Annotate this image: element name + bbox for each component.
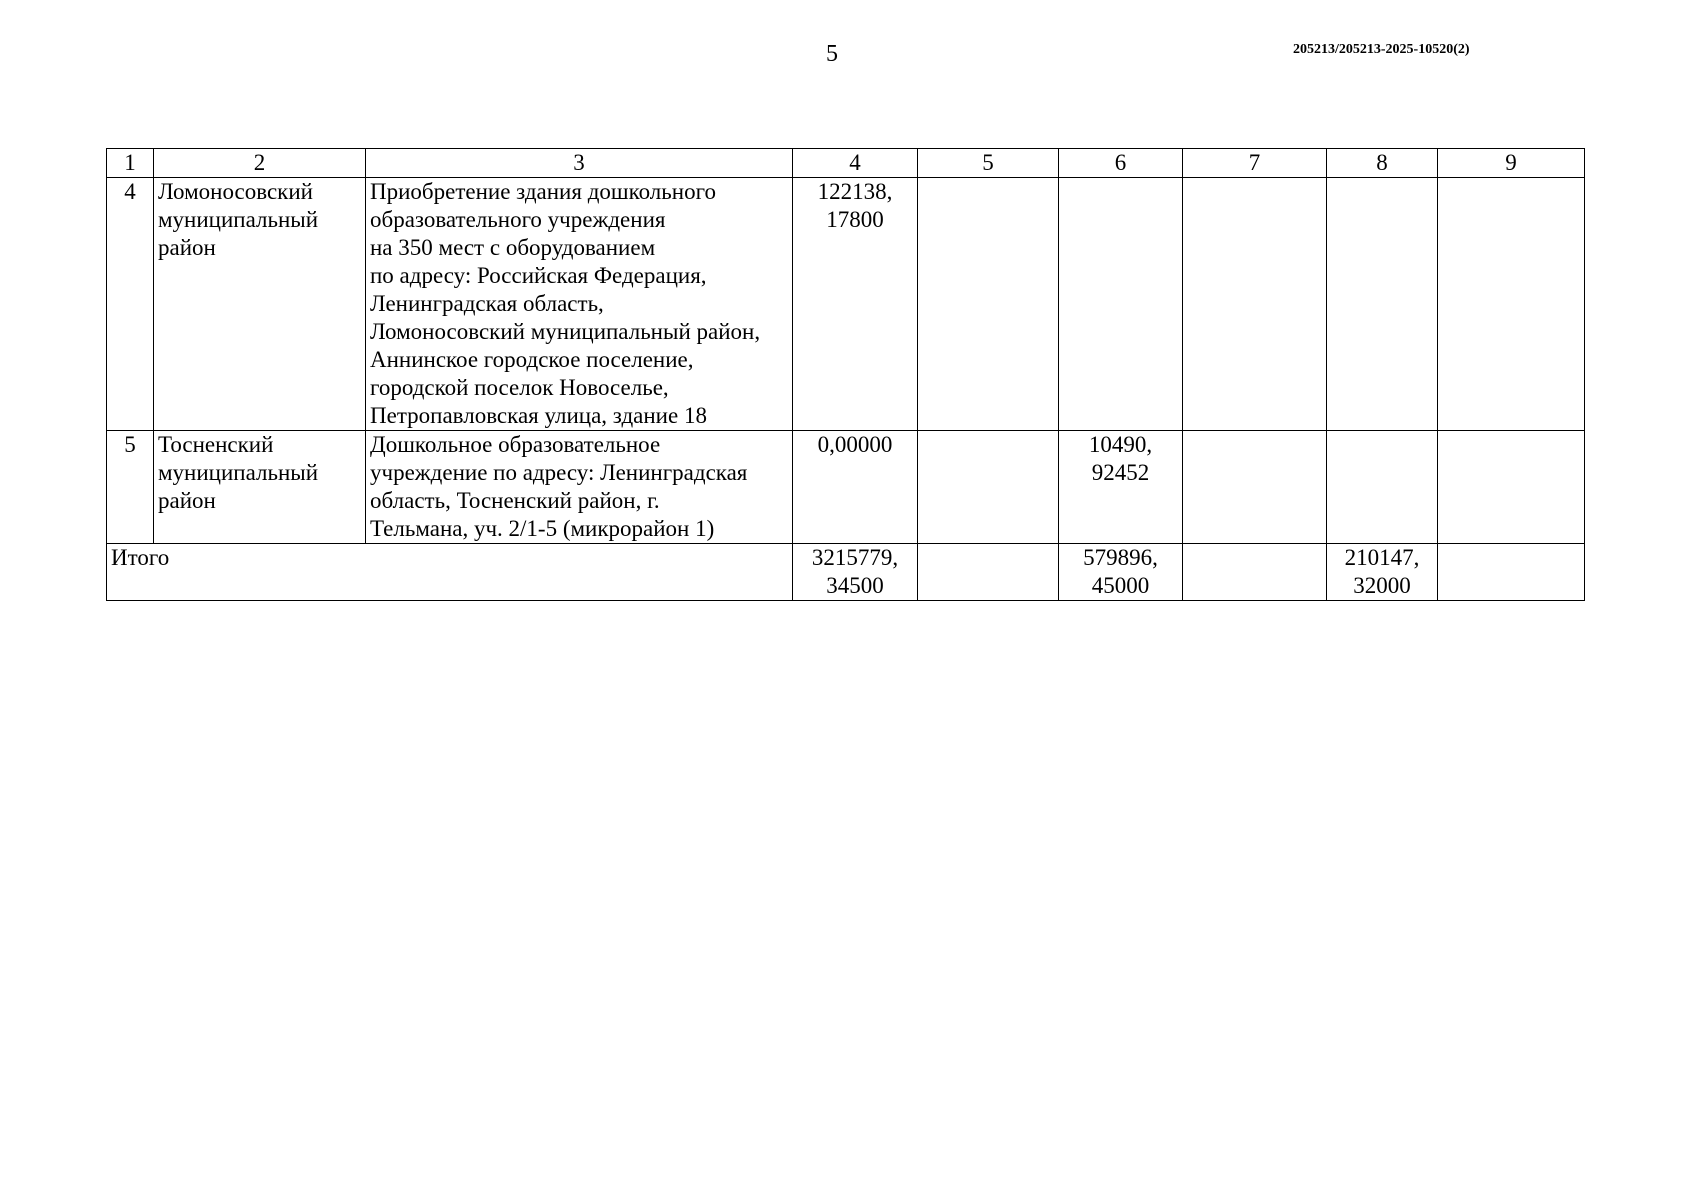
district-cell: Тосненский муниципальный район: [154, 431, 366, 544]
column-header: 6: [1059, 149, 1183, 178]
total-row: [107, 544, 1585, 601]
value-cell-col5: [918, 431, 1059, 544]
value-cell-col7: [1183, 178, 1327, 431]
description-cell: Дошкольное образовательное учреждение по адресу: Ленинградская область, Тосненский район, г. Тельмана, уч. 2/1-5 (микрорайон 1): [366, 431, 793, 544]
total-col7: [1183, 544, 1327, 601]
value-cell-col6: [1059, 178, 1183, 431]
table-row: [107, 178, 1585, 431]
total-col9: [1438, 544, 1585, 601]
value-cell-col5: [918, 178, 1059, 431]
page-number: 5: [826, 41, 838, 67]
column-header: 7: [1183, 149, 1327, 178]
value-cell-col7: [1183, 431, 1327, 544]
column-header: 2: [154, 149, 366, 178]
column-header: 5: [918, 149, 1059, 178]
column-header: 4: [793, 149, 918, 178]
row-number: 4: [107, 178, 154, 431]
value-cell-col4: 0,00000: [793, 431, 918, 544]
value-cell-col4: 122138, 17800: [793, 178, 918, 431]
value-cell-col9: [1438, 178, 1585, 431]
total-col4: 3215779, 34500: [793, 544, 918, 601]
row-number: 5: [107, 431, 154, 544]
column-header: 3: [366, 149, 793, 178]
data-table: [106, 148, 1585, 601]
table-header-row: [107, 149, 1585, 178]
total-label: Итого: [107, 544, 793, 601]
table-row: [107, 431, 1585, 544]
column-header: 9: [1438, 149, 1585, 178]
value-cell-col9: [1438, 431, 1585, 544]
district-cell: Ломоносовский муниципальный район: [154, 178, 366, 431]
value-cell-col6: 10490, 92452: [1059, 431, 1183, 544]
total-col5: [918, 544, 1059, 601]
total-col6: 579896, 45000: [1059, 544, 1183, 601]
value-cell-col8: [1327, 178, 1438, 431]
description-cell: Приобретение здания дошкольного образовательного учреждения на 350 мест с оборудованием по адресу: Российская Федерация, Ленинградская область, Ломоносовский муниципальный район, Аннинское городское поселение, городской поселок Новоселье, Петропавловская улица, здание 18: [366, 178, 793, 431]
column-header: 1: [107, 149, 154, 178]
document-id: 205213/205213-2025-10520(2): [1293, 42, 1470, 57]
value-cell-col8: [1327, 431, 1438, 544]
column-header: 8: [1327, 149, 1438, 178]
total-col8: 210147, 32000: [1327, 544, 1438, 601]
